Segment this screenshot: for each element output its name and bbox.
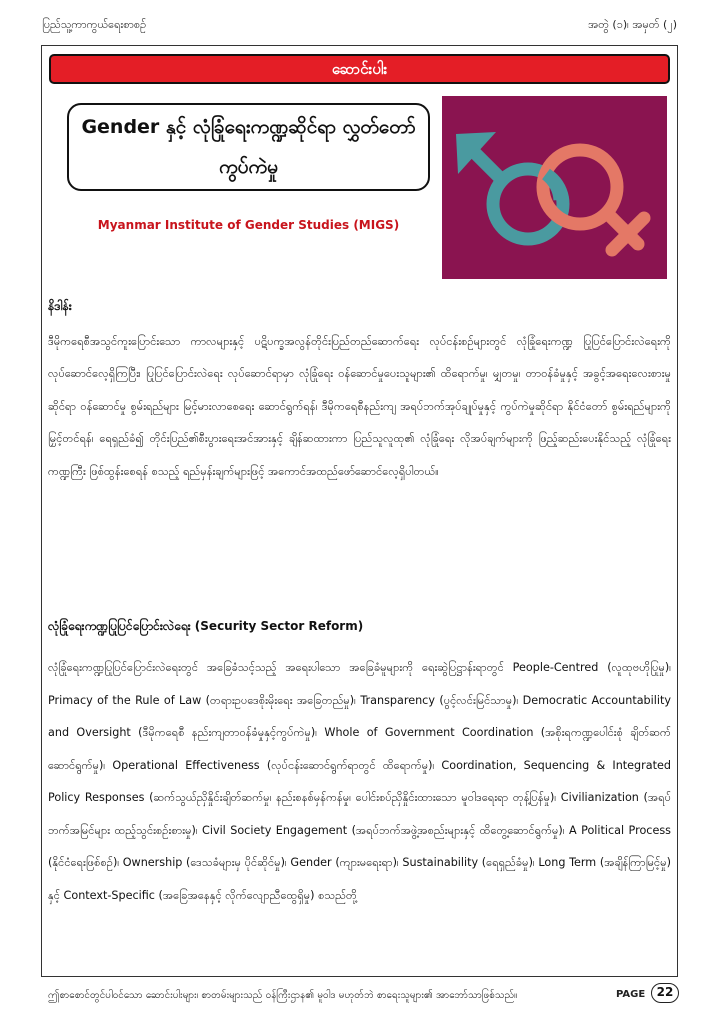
issue-number: အတွဲ (၁)၊ အမှတ် (၂) [588, 18, 677, 31]
page-number: 22 [651, 983, 679, 1003]
footer-disclaimer: ဤစာစောင်တွင်ပါဝင်သော ဆောင်းပါးများ၊ စာတမ်းများသည် ဝန်ကြီးဌာန၏ မူဝါဒ မဟုတ်ဘဲ စာရေးသူများ၏ အာဘော်သာဖြစ်သည်။ [48, 990, 518, 1001]
gender-logo [442, 96, 667, 279]
intro-paragraph: ဒီမိုကရေစီအသွင်ကူးပြောင်းသော ကာလများနှင့် ပဋိပက္ခအလွန်တိုင်းပြည်တည်ဆောက်ရေး လုပ်ငန်းစဉ်များတွင် လုံခြုံရေးကဏ္ဍ ပြုပြင်ပြောင်းလဲရေးကို လုပ်ဆောင်လေ့ရှိကြပြီး၊ ပြုပြင်ပြောင်းလဲရေး လုပ်ဆောင်ရာမှာ လုံခြုံရေး ဝန်ဆောင်မှုပေးသူများ၏ ထိရောက်မှု၊ မျှတမှု၊ တာဝန်ခံမှုနှင့် အခွင့်အရေးလေးစားမှုဆိုင်ရာ ဝန်ဆောင်မှု စွမ်းရည်များ မြင့်မားလာစေရေး ဆောင်ရွက်ရန်၊ ဒီမိုကရေစီနည်းကျ အရပ်ဘက်အုပ်ချုပ်မှုနှင့် ကွပ်ကဲမှုဆိုင်ရာ နိုင်ငံတော် စွမ်းရည်များကို မြှင့်တင်ရန်၊ ရေရှည်ခံ၍ တိုင်းပြည်၏စီးပွားရေးအင်အားနှင့် ချိန်ဆထားကာ ပြည်သူလူထု၏ လုံခြုံရေး လိုအပ်ချက်များကို ဖြည့်ဆည်းပေးနိုင်သည့် လုံခြုံရေးကဏ္ဍကြီး ဖြစ်ထွန်းစေရန် စသည့် ရည်မှန်းချက်များဖြင့် အကောင်အထည်ဖော်ဆောင်လေ့ရှိပါတယ်။ [48, 335, 671, 478]
article-title-box [67, 103, 430, 191]
section-banner: ဆောင်းပါး [49, 54, 670, 84]
article-title: Gender နှင့် လုံခြုံရေးကဏ္ဍဆိုင်ရာ လွှတ်တော်ကွပ်ကဲမှု [81, 116, 416, 178]
section-heading-introduction: နိဒါန်း [48, 299, 72, 313]
page-label: PAGE [616, 989, 646, 1000]
journal-name: ပြည်သူ့ကာကွယ်ရေးစာစဉ် [42, 18, 147, 31]
ssr-paragraph: လုံခြုံရေးကဏ္ဍပြုပြင်ပြောင်းလဲရေးတွင် အခြေခံသင့်သည့် အရေးပါသော အခြေခံမူများကို ရေးဆွဲပြဋ္ဌာန်းရာတွင် People-Centred (လူထုဗဟိုပြုမှု)၊ Primacy of the Rule of Law (တရားဥပဒေစိုးမိုးရေး အခြေတည်မှု)၊ Transparency (ပွင့်လင်းမြင်သာမှု)၊ Democratic Accountability and Oversight (ဒီမိုကရေစီ နည်းကျတာဝန်ခံမှုနှင့်ကွပ်ကဲမှု)၊ Whole of Government Coordination (အစိုးရကဏ္ဍပေါင်းစုံ ချိတ်ဆက်ဆောင်ရွက်မှု)၊ Operational Effectiveness (လုပ်ငန်းဆောင်ရွက်ရာတွင် ထိရောက်မှု)၊ Coordination, Sequencing & Integrated Policy Responses (ဆက်သွယ်ညှိနှိုင်းချိတ်ဆက်မှု၊ နည်းစနစ်မှန်ကန်မှု၊ ပေါင်းစပ်ညှိနှိုင်းထားသော မူဝါဒရေးရာ တုန့်ပြန်မှု)၊ Civilianization (အရပ်ဘက်အမြင်များ ထည့်သွင်းစဉ်းစားမှု)၊ Civil Society Engagement (အရပ်ဘက်အဖွဲ့အစည်းများနှင့် ထိတွေ့ဆောင်ရွက်မှု)၊ A Political Process (နိုင်ငံရေးဖြစ်စဉ်)၊ Ownership (ဒေသခံများမှ ပိုင်ဆိုင်မှု)၊ Gender (ကျားမရေးရာ)၊ Sustainability (ရေရှည်ခံမှု)၊ Long Term (အချိန်ကြာမြင့်မှု) နှင့် Context-Specific (အခြေအနေနှင့် လိုက်လျောညီထွေရှိမှု) စသည်တို့ [48, 661, 671, 902]
article-author: Myanmar Institute of Gender Studies (MIGS) [97, 218, 400, 232]
gender-symbols-icon [442, 96, 667, 279]
section-heading-ssr: လုံခြုံရေးကဏ္ဍပြုပြင်ပြောင်းလဲရေး (Security Sector Reform) [48, 619, 364, 633]
